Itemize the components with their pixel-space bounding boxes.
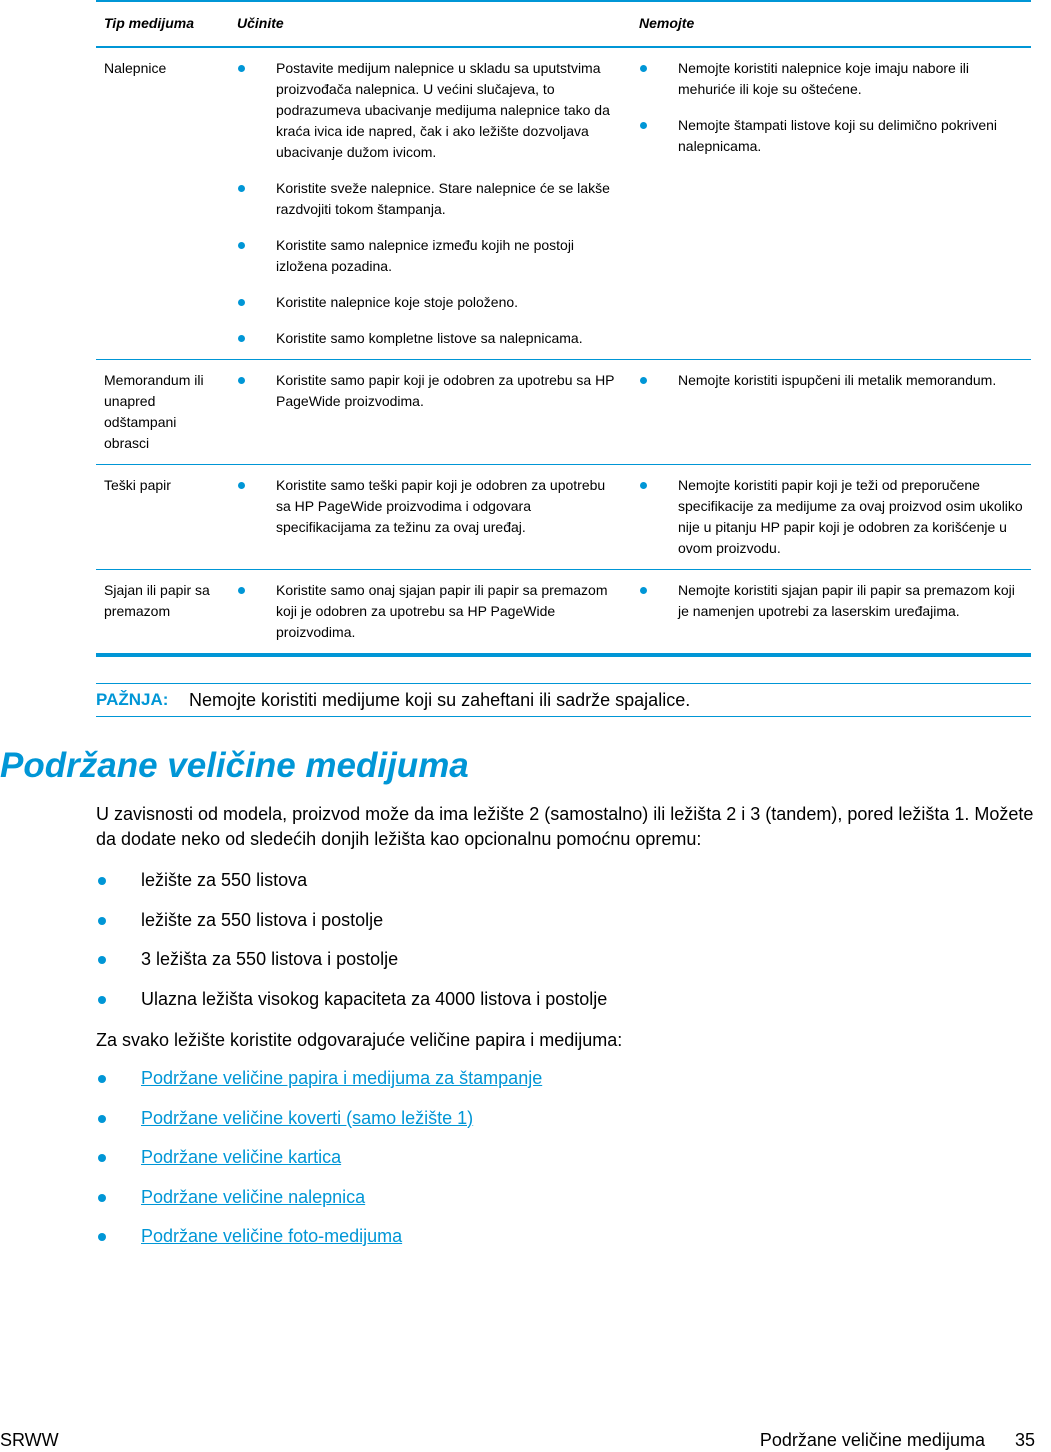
list-item: Nemojte štampati listove koji su delimično pokriveni nalepnicama. [639,115,1023,157]
dont-list [639,58,1023,157]
list-item: Koristite nalepnice koje stoje položeno. [237,292,623,313]
bullet-icon [238,482,245,489]
do-list [237,370,623,412]
list-item [96,1185,542,1225]
table-row [96,360,1031,465]
list-item: ležište za 550 listova [96,868,607,908]
media-type-cell: Memorandum ili unapred odštampani obrasci [104,372,204,451]
bullet-icon [640,122,647,129]
bullet-icon [98,1075,106,1083]
bullet-icon [98,1154,106,1162]
link-label-sizes[interactable]: Podržane veličine nalepnica [141,1186,366,1207]
link-envelope-sizes[interactable]: Podržane veličine koverti (samo ležište 1) [141,1107,474,1128]
bullet-icon [640,587,647,594]
section-title: Podržane veličine medijuma [0,746,469,785]
list-item: Koristite samo teški papir koji je odobren za upotrebu sa HP PageWide proizvodima i odgovara specifikacijama za težinu za ovaj uređaj. [237,475,623,538]
link-photo-media-sizes[interactable]: Podržane veličine foto-medijuma [141,1226,403,1246]
list-item: Nemojte koristiti papir koji je teži od preporučene specifikacije za medijume za ovaj proizvod osim ukoliko nije u pitanju HP papir koji je odobren za korišćenje u ovom proizvodu. [639,475,1023,559]
bullet-icon [238,299,245,306]
bullet-icon [238,587,245,594]
list-item: 3 ležišta za 550 listova i postolje [96,947,607,987]
bullet-icon [98,956,106,964]
bullet-icon [640,482,647,489]
bullet-icon [238,185,245,192]
bullet-icon [98,996,106,1004]
table-row [96,47,1031,360]
header-dont: Nemojte [639,15,695,31]
footer-right [760,1428,1035,1452]
bullet-icon [640,65,647,72]
bullet-icon [640,377,647,384]
media-type-cell: Sjajan ili papir sa premazom [104,582,210,619]
table-row [96,570,1031,656]
caution-note [96,683,1031,717]
page-number: 35 [1014,1430,1035,1450]
bullet-icon [238,242,245,249]
bullet-icon [98,1194,106,1202]
bullet-icon [98,877,106,885]
do-list [237,58,623,349]
list-item: Nemojte koristiti ispupčeni ili metalik memorandum. [639,370,1023,391]
header-do: Učinite [237,15,284,31]
table-row [96,465,1031,570]
media-type-cell: Nalepnice [104,60,167,76]
link-paper-sizes[interactable]: Podržane veličine papira i medijuma za štampanje [141,1068,543,1088]
list-item: Ulazna ležišta visokog kapaciteta za 4000 listova i postolje [96,987,607,1027]
list-item [96,1106,542,1146]
media-guidelines-table [96,0,1031,657]
footer-section-title: Podržane veličine medijuma [759,1430,985,1450]
list-item [96,1145,542,1185]
bullet-icon [238,335,245,342]
list-item: Postavite medijum nalepnice u skladu sa uputstvima proizvođača nalepnica. U većini slučajeva, to podrazumeva ubacivanje medijuma nalepnice tako da kraća ivica ide napred, čak i ako ležište dozvoljava ubacivanje dužom ivicom. [237,58,623,163]
bullet-icon [98,917,106,925]
list-item: Koristite sveže nalepnice. Stare nalepnice će se lakše razdvojiti tokom štampanja. [237,178,623,220]
bullet-icon [238,65,245,72]
header-media-type: Tip medijuma [104,15,194,31]
caution-label: PAŽNJA: [96,690,169,709]
list-item [96,1066,542,1106]
media-type-cell: Teški papir [104,477,171,493]
size-links-list [96,1066,542,1264]
link-card-sizes[interactable]: Podržane veličine kartica [141,1147,342,1167]
dont-list [639,370,1023,391]
dont-list [639,580,1023,622]
caution-text: Nemojte koristiti medijume koji su zaheftani ili sadrže spajalice. [189,690,691,710]
bullet-icon [98,1233,106,1241]
intro-paragraph: U zavisnosti od modela, proizvod može da ima ležište 2 (samostalno) ili ležišta 2 i 3 (tandem), pored ležišta 1. Možete da dodate neko od sledećih donjih ležišta kao opcionalnu pomoćnu opremu: [96,804,1034,849]
lead-paragraph: Za svako ležište koristite odgovarajuće veličine papira i medijuma: [96,1030,623,1050]
list-item: Koristite samo kompletne listove sa nalepnicama. [237,328,623,349]
tray-options-list [96,868,607,1026]
list-item: Koristite samo onaj sjajan papir ili papir sa premazom koji je odobren za upotrebu sa HP PageWide proizvodima. [237,580,623,643]
bullet-icon [238,377,245,384]
list-item: Koristite samo nalepnice između kojih ne postoji izložena pozadina. [237,235,623,277]
list-item: Nemojte koristiti sjajan papir ili papir sa premazom koji je namenjen upotrebi za laserskim uređajima. [639,580,1023,622]
list-item: Nemojte koristiti nalepnice koje imaju nabore ili mehuriće ili koje su oštećene. [639,58,1023,100]
list-item: Koristite samo papir koji je odobren za upotrebu sa HP PageWide proizvodima. [237,370,623,412]
footer-doc-code: SRWW [0,1430,59,1450]
table-header-row [96,1,1031,47]
dont-list [639,475,1023,559]
do-list [237,475,623,538]
list-item: ležište za 550 listova i postolje [96,908,607,948]
bullet-icon [98,1115,106,1123]
do-list [237,580,623,643]
list-item [96,1224,542,1264]
